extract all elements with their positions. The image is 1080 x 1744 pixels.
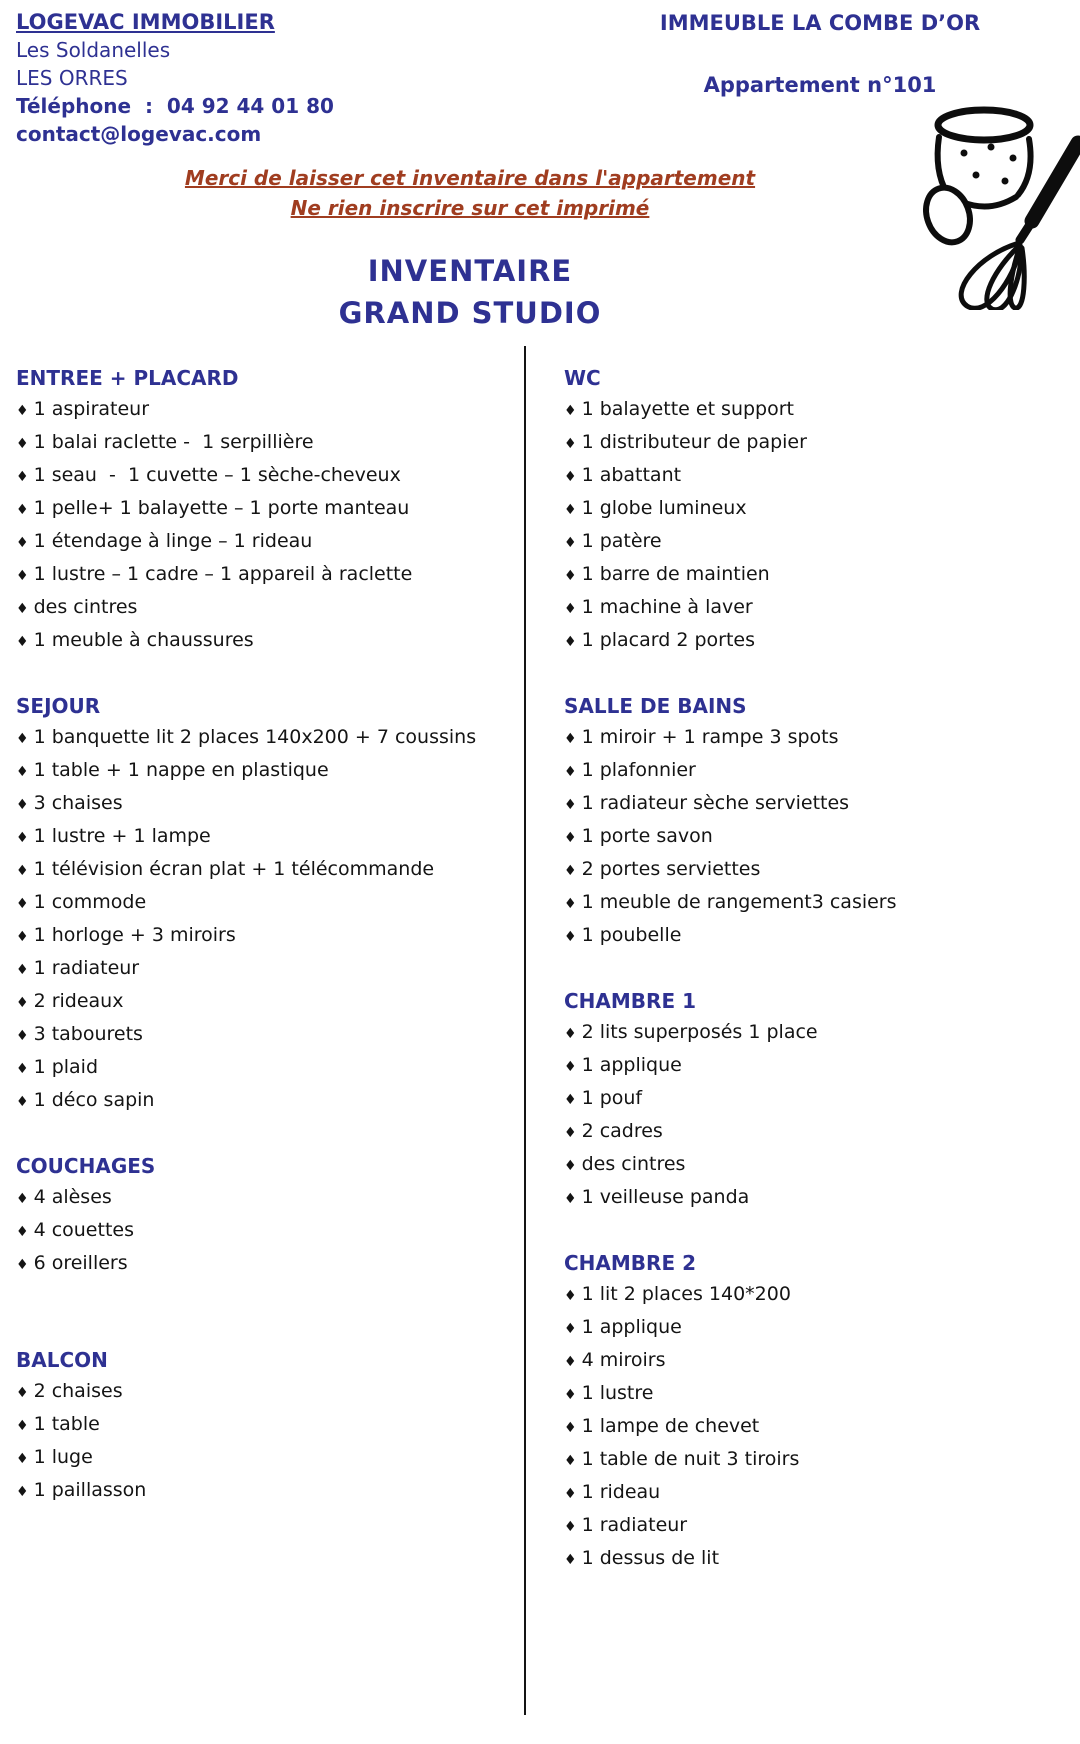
column-divider bbox=[524, 346, 526, 1715]
inventory-item bbox=[564, 887, 1069, 920]
item-text: 1 meuble à chaussures bbox=[33, 629, 254, 651]
item-text: 1 distributeur de papier bbox=[581, 431, 807, 453]
inventory-item bbox=[564, 394, 1069, 427]
inventory-item bbox=[16, 887, 511, 920]
diamond-bullet-icon: ♦ bbox=[16, 1257, 29, 1273]
apartment-number: Appartement n°101 bbox=[703, 73, 937, 97]
inventory-item bbox=[564, 625, 1069, 658]
diamond-bullet-icon: ♦ bbox=[564, 601, 577, 617]
inventory-item bbox=[16, 821, 511, 854]
item-text: 1 commode bbox=[33, 891, 147, 913]
diamond-bullet-icon: ♦ bbox=[16, 634, 29, 650]
inventory-section bbox=[16, 363, 511, 658]
item-text: 3 tabourets bbox=[33, 1023, 143, 1045]
item-text: 1 seau - 1 cuvette – 1 sèche-cheveux bbox=[33, 464, 401, 486]
agency-name: LOGEVAC IMMOBILIER bbox=[16, 10, 275, 34]
inventory-item bbox=[564, 592, 1069, 625]
inventory-item bbox=[16, 1376, 511, 1409]
notice bbox=[0, 163, 940, 223]
diamond-bullet-icon: ♦ bbox=[564, 436, 577, 452]
diamond-bullet-icon: ♦ bbox=[16, 436, 29, 452]
inventory-item bbox=[564, 1378, 1069, 1411]
inventory-item bbox=[16, 755, 511, 788]
diamond-bullet-icon: ♦ bbox=[16, 1191, 29, 1207]
diamond-bullet-icon: ♦ bbox=[16, 830, 29, 846]
item-text: des cintres bbox=[581, 1153, 686, 1175]
item-text: 1 globe lumineux bbox=[581, 497, 747, 519]
item-text: 1 pelle+ 1 balayette – 1 porte manteau bbox=[33, 497, 410, 519]
diamond-bullet-icon: ♦ bbox=[16, 535, 29, 551]
item-text: 1 table + 1 nappe en plastique bbox=[33, 759, 329, 781]
diamond-bullet-icon: ♦ bbox=[564, 896, 577, 912]
inventory-item bbox=[564, 1083, 1069, 1116]
item-text: 1 dessus de lit bbox=[581, 1547, 720, 1569]
section-title: BALCON bbox=[16, 1348, 108, 1372]
item-text: 1 radiateur sèche serviettes bbox=[581, 792, 850, 814]
inventory-item bbox=[16, 788, 511, 821]
item-text: 1 applique bbox=[581, 1054, 682, 1076]
inventory-item bbox=[16, 1409, 511, 1442]
diamond-bullet-icon: ♦ bbox=[564, 1453, 577, 1469]
diamond-bullet-icon: ♦ bbox=[16, 502, 29, 518]
inventory-item bbox=[564, 1149, 1069, 1182]
diamond-bullet-icon: ♦ bbox=[16, 469, 29, 485]
item-text: 2 portes serviettes bbox=[581, 858, 761, 880]
inventory-item bbox=[564, 1345, 1069, 1378]
item-text: 1 lampe de chevet bbox=[581, 1415, 760, 1437]
diamond-bullet-icon: ♦ bbox=[564, 1552, 577, 1568]
diamond-bullet-icon: ♦ bbox=[16, 1484, 29, 1500]
inventory-item bbox=[16, 625, 511, 658]
inventory-item bbox=[564, 427, 1069, 460]
diamond-bullet-icon: ♦ bbox=[564, 797, 577, 813]
item-text: 1 pouf bbox=[581, 1087, 643, 1109]
document-title-line-2: GRAND STUDIO bbox=[338, 296, 602, 330]
agency-header bbox=[16, 8, 334, 148]
item-text: 6 oreillers bbox=[33, 1252, 128, 1274]
item-text: 2 lits superposés 1 place bbox=[581, 1021, 818, 1043]
item-text: 1 barre de maintien bbox=[581, 563, 770, 585]
diamond-bullet-icon: ♦ bbox=[16, 962, 29, 978]
diamond-bullet-icon: ♦ bbox=[564, 863, 577, 879]
inventory-item bbox=[16, 1442, 511, 1475]
diamond-bullet-icon: ♦ bbox=[564, 1321, 577, 1337]
inventory-item bbox=[16, 1475, 511, 1508]
item-text: 1 applique bbox=[581, 1316, 682, 1338]
inventory-item bbox=[16, 1019, 511, 1052]
item-text: des cintres bbox=[33, 596, 138, 618]
inventory-section bbox=[16, 691, 511, 1118]
inventory-item bbox=[16, 493, 511, 526]
diamond-bullet-icon: ♦ bbox=[16, 731, 29, 747]
item-text: 1 déco sapin bbox=[33, 1089, 155, 1111]
inventory-item bbox=[16, 722, 511, 755]
agency-residence: Les Soldanelles bbox=[16, 38, 171, 62]
item-text: 2 cadres bbox=[581, 1120, 663, 1142]
diamond-bullet-icon: ♦ bbox=[564, 1026, 577, 1042]
item-text: 1 étendage à linge – 1 rideau bbox=[33, 530, 313, 552]
diamond-bullet-icon: ♦ bbox=[16, 896, 29, 912]
item-text: 1 luge bbox=[33, 1446, 93, 1468]
diamond-bullet-icon: ♦ bbox=[564, 929, 577, 945]
section-title: CHAMBRE 2 bbox=[564, 1251, 696, 1275]
item-text: 2 chaises bbox=[33, 1380, 123, 1402]
diamond-bullet-icon: ♦ bbox=[16, 1061, 29, 1077]
item-text: 1 balayette et support bbox=[581, 398, 795, 420]
diamond-bullet-icon: ♦ bbox=[564, 634, 577, 650]
item-text: 1 abattant bbox=[581, 464, 682, 486]
item-text: 1 meuble de rangement3 casiers bbox=[581, 891, 897, 913]
inventory-item bbox=[564, 526, 1069, 559]
diamond-bullet-icon: ♦ bbox=[16, 1418, 29, 1434]
item-text: 1 plafonnier bbox=[581, 759, 696, 781]
inventory-item bbox=[564, 788, 1069, 821]
diamond-bullet-icon: ♦ bbox=[564, 764, 577, 780]
item-text: 1 table bbox=[33, 1413, 100, 1435]
item-text: 1 patère bbox=[581, 530, 662, 552]
inventory-section bbox=[564, 1248, 1069, 1576]
diamond-bullet-icon: ♦ bbox=[16, 1028, 29, 1044]
item-text: 1 veilleuse panda bbox=[581, 1186, 750, 1208]
diamond-bullet-icon: ♦ bbox=[16, 995, 29, 1011]
inventory-section bbox=[564, 363, 1069, 658]
diamond-bullet-icon: ♦ bbox=[16, 1385, 29, 1401]
diamond-bullet-icon: ♦ bbox=[16, 929, 29, 945]
agency-email: contact@logevac.com bbox=[16, 122, 262, 146]
diamond-bullet-icon: ♦ bbox=[564, 403, 577, 419]
diamond-bullet-icon: ♦ bbox=[16, 601, 29, 617]
item-text: 1 lustre + 1 lampe bbox=[33, 825, 211, 847]
diamond-bullet-icon: ♦ bbox=[564, 469, 577, 485]
item-text: 1 machine à laver bbox=[581, 596, 753, 618]
inventory-item bbox=[16, 920, 511, 953]
diamond-bullet-icon: ♦ bbox=[564, 830, 577, 846]
inventory-item bbox=[564, 722, 1069, 755]
inventory-column-left bbox=[16, 363, 511, 1508]
item-text: 1 radiateur bbox=[33, 957, 140, 979]
inventory-item bbox=[16, 854, 511, 887]
item-text: 2 rideaux bbox=[33, 990, 124, 1012]
diamond-bullet-icon: ♦ bbox=[16, 797, 29, 813]
building-header bbox=[560, 10, 1080, 98]
diamond-bullet-icon: ♦ bbox=[564, 1158, 577, 1174]
item-text: 1 balai raclette - 1 serpillière bbox=[33, 431, 314, 453]
section-title: WC bbox=[564, 366, 601, 390]
document-title-line-1: INVENTAIRE bbox=[367, 254, 573, 288]
inventory-item bbox=[564, 460, 1069, 493]
inventory-item bbox=[16, 394, 511, 427]
section-title: ENTREE + PLACARD bbox=[16, 366, 239, 390]
item-text: 1 paillasson bbox=[33, 1479, 147, 1501]
diamond-bullet-icon: ♦ bbox=[564, 1387, 577, 1403]
inventory-item bbox=[16, 559, 511, 592]
item-text: 4 couettes bbox=[33, 1219, 134, 1241]
diamond-bullet-icon: ♦ bbox=[16, 1451, 29, 1467]
inventory-item bbox=[564, 1279, 1069, 1312]
item-text: 1 lustre – 1 cadre – 1 appareil à raclette bbox=[33, 563, 413, 585]
inventory-item bbox=[564, 1050, 1069, 1083]
inventory-item bbox=[564, 755, 1069, 788]
diamond-bullet-icon: ♦ bbox=[16, 403, 29, 419]
item-text: 1 radiateur bbox=[581, 1514, 688, 1536]
diamond-bullet-icon: ♦ bbox=[564, 568, 577, 584]
agency-phone: Téléphone : 04 92 44 01 80 bbox=[16, 94, 334, 118]
inventory-item bbox=[16, 1182, 511, 1215]
inventory-item bbox=[564, 559, 1069, 592]
notice-line-2: Ne rien inscrire sur cet imprimé bbox=[290, 196, 650, 220]
inventory-item bbox=[16, 1215, 511, 1248]
inventory-item bbox=[16, 1248, 511, 1281]
inventory-section bbox=[564, 691, 1069, 953]
inventory-item bbox=[564, 1411, 1069, 1444]
diamond-bullet-icon: ♦ bbox=[16, 568, 29, 584]
document-title bbox=[0, 250, 940, 334]
item-text: 1 plaid bbox=[33, 1056, 99, 1078]
inventory-item bbox=[16, 986, 511, 1019]
diamond-bullet-icon: ♦ bbox=[564, 502, 577, 518]
diamond-bullet-icon: ♦ bbox=[16, 1224, 29, 1240]
diamond-bullet-icon: ♦ bbox=[564, 1191, 577, 1207]
item-text: 1 aspirateur bbox=[33, 398, 150, 420]
item-text: 1 poubelle bbox=[581, 924, 682, 946]
item-text: 1 rideau bbox=[581, 1481, 661, 1503]
item-text: 1 lustre bbox=[581, 1382, 654, 1404]
item-text: 1 placard 2 portes bbox=[581, 629, 756, 651]
item-text: 1 horloge + 3 miroirs bbox=[33, 924, 236, 946]
inventory-section bbox=[16, 1151, 511, 1281]
inventory-item bbox=[564, 821, 1069, 854]
inventory-item bbox=[16, 1085, 511, 1118]
section-title: SEJOUR bbox=[16, 694, 101, 718]
section-title: SALLE DE BAINS bbox=[564, 694, 747, 718]
item-text: 1 banquette lit 2 places 140x200 + 7 coussins bbox=[33, 726, 477, 748]
inventory-item bbox=[564, 1543, 1069, 1576]
whisk-bowl-egg-illustration bbox=[908, 95, 1080, 310]
diamond-bullet-icon: ♦ bbox=[564, 535, 577, 551]
inventory-item bbox=[16, 526, 511, 559]
item-text: 1 lit 2 places 140*200 bbox=[581, 1283, 791, 1305]
diamond-bullet-icon: ♦ bbox=[16, 764, 29, 780]
inventory-column-right bbox=[564, 363, 1069, 1576]
inventory-item bbox=[564, 1444, 1069, 1477]
inventory-item bbox=[564, 1182, 1069, 1215]
diamond-bullet-icon: ♦ bbox=[16, 863, 29, 879]
inventory-item bbox=[564, 1312, 1069, 1345]
inventory-item bbox=[564, 1017, 1069, 1050]
inventory-item bbox=[564, 854, 1069, 887]
item-text: 1 table de nuit 3 tiroirs bbox=[581, 1448, 800, 1470]
inventory-item bbox=[564, 1510, 1069, 1543]
diamond-bullet-icon: ♦ bbox=[564, 1092, 577, 1108]
diamond-bullet-icon: ♦ bbox=[564, 1420, 577, 1436]
inventory-item bbox=[16, 460, 511, 493]
item-text: 1 télévision écran plat + 1 télécommande bbox=[33, 858, 435, 880]
section-title: COUCHAGES bbox=[16, 1154, 156, 1178]
diamond-bullet-icon: ♦ bbox=[564, 731, 577, 747]
diamond-bullet-icon: ♦ bbox=[564, 1288, 577, 1304]
building-name: IMMEUBLE LA COMBE D’OR bbox=[659, 11, 981, 35]
inventory-item bbox=[16, 592, 511, 625]
diamond-bullet-icon: ♦ bbox=[564, 1354, 577, 1370]
item-text: 1 miroir + 1 rampe 3 spots bbox=[581, 726, 839, 748]
diamond-bullet-icon: ♦ bbox=[564, 1059, 577, 1075]
item-text: 3 chaises bbox=[33, 792, 123, 814]
inventory-item bbox=[16, 1052, 511, 1085]
inventory-item bbox=[16, 953, 511, 986]
item-text: 1 porte savon bbox=[581, 825, 713, 847]
inventory-item bbox=[564, 1477, 1069, 1510]
inventory-item bbox=[564, 920, 1069, 953]
section-title: CHAMBRE 1 bbox=[564, 989, 696, 1013]
agency-city: LES ORRES bbox=[16, 66, 128, 90]
diamond-bullet-icon: ♦ bbox=[16, 1094, 29, 1110]
inventory-item bbox=[564, 493, 1069, 526]
inventory-item bbox=[16, 427, 511, 460]
item-text: 4 alèses bbox=[33, 1186, 112, 1208]
inventory-item bbox=[564, 1116, 1069, 1149]
inventory-section bbox=[564, 986, 1069, 1215]
item-text: 4 miroirs bbox=[581, 1349, 666, 1371]
diamond-bullet-icon: ♦ bbox=[564, 1519, 577, 1535]
inventory-section bbox=[16, 1345, 511, 1508]
diamond-bullet-icon: ♦ bbox=[564, 1486, 577, 1502]
diamond-bullet-icon: ♦ bbox=[564, 1125, 577, 1141]
notice-line-1: Merci de laisser cet inventaire dans l'appartement bbox=[184, 166, 756, 190]
